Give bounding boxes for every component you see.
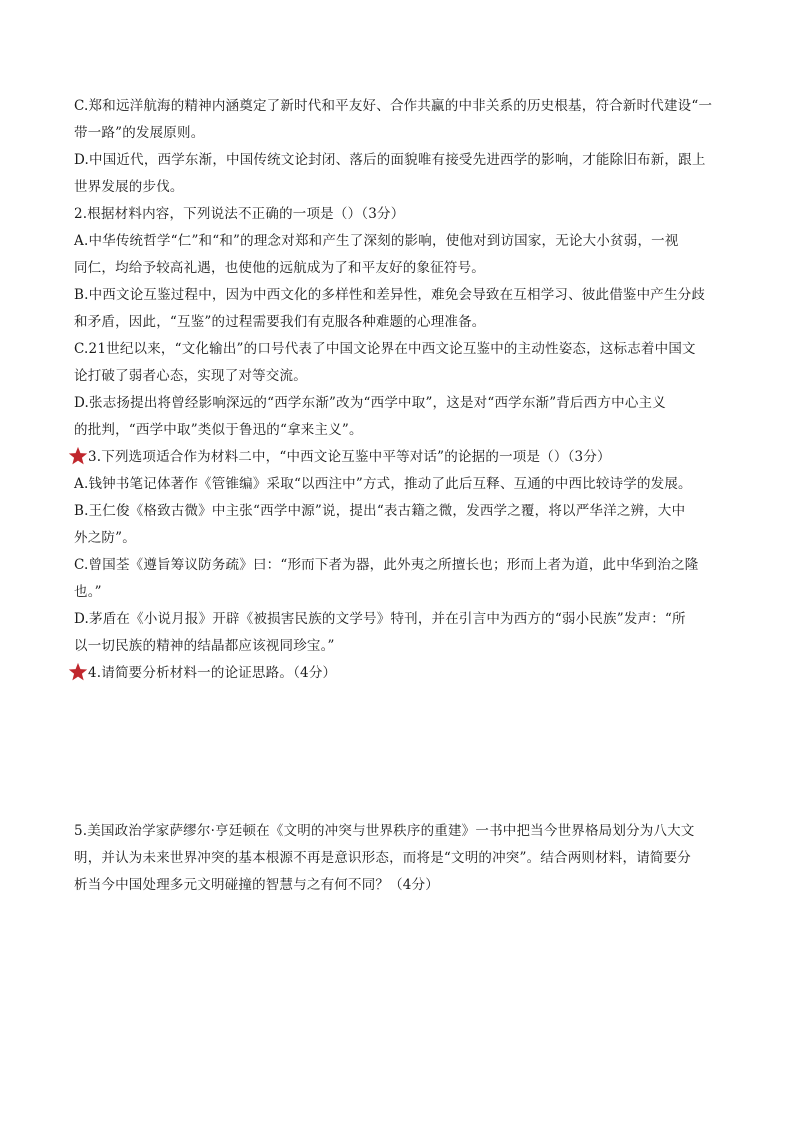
text-line: 5.美国政治学家萨缪尔·亨廷顿在《文明的冲突与世界秩序的重建》一书中把当今世界格局划分为八大文 — [74, 823, 695, 839]
exam-page — [74, 93, 724, 899]
question-stem: 3.下列选项适合作为材料二中，“中西文论互鉴中平等对话”的论据的一项是（）（3分） — [88, 449, 611, 465]
q1-option-d — [74, 147, 724, 201]
star-icon — [68, 446, 88, 466]
q1-option-c — [74, 93, 724, 147]
q2-option-a — [74, 228, 724, 282]
answer-space — [74, 687, 724, 818]
star-icon — [68, 662, 88, 682]
text-line: 同仁，均给予较高礼遇，也使他的远航成为了和平友好的象征符号。 — [74, 260, 485, 276]
text-line: B.王仁俊《格致古微》中主张“西学中源”说，提出“表古籍之微，发西学之覆，将以严华洋之辨，大中 — [74, 503, 686, 519]
question-4 — [74, 660, 724, 687]
question-2 — [74, 201, 724, 444]
text-line: 以一切民族的精神的结晶都应该视同珍宝。” — [74, 638, 335, 654]
text-line: D.茅盾在《小说月报》开辟《被损害民族的文学号》特刊，并在引言中为西方的“弱小民族”发声：“所 — [74, 611, 686, 627]
text-line: 析当今中国处理多元文明碰撞的智慧与之有何不同？（4分） — [74, 877, 439, 893]
q3-option-d — [74, 606, 724, 660]
text-line: C.曾国荃《遵旨筹议防务疏》曰：“形而下者为器，此外夷之所擅长也；形而上者为道，此中华到治之隆 — [74, 557, 699, 573]
text-line: D.中国近代，西学东渐，中国传统文论封闭、落后的面貌唯有接受先进西学的影响，才能除旧布新，跟上 — [74, 152, 706, 168]
question-stem: 4.请简要分析材料一的论证思路。（4分） — [88, 665, 337, 681]
text-line: C.郑和远洋航海的精神内涵奠定了新时代和平友好、合作共赢的中非关系的历史根基，符合新时代建设“一 — [74, 98, 713, 114]
q2-option-c — [74, 336, 724, 390]
text-line: A.中华传统哲学“仁”和“和”的理念对郑和产生了深刻的影响，使他对到访国家，无论大小贫弱，一视 — [74, 233, 679, 249]
text-line: 也。” — [74, 584, 102, 600]
q3-option-a — [74, 471, 724, 498]
text-line: 和矛盾，因此，“互鉴”的过程需要我们有克服各种难题的心理准备。 — [74, 314, 486, 330]
text-line: 带一路”的发展原则。 — [74, 125, 205, 141]
question-5 — [74, 818, 724, 899]
text-line: 论打破了弱者心态，实现了对等交流。 — [74, 368, 307, 384]
text-line: 的批判，“西学中取”类似于鲁迅的“拿来主义”。 — [74, 422, 363, 438]
q2-option-b — [74, 282, 724, 336]
text-line: B.中西文论互鉴过程中，因为中西文化的多样性和差异性，难免会导致在互相学习、彼此借鉴中产生分歧 — [74, 287, 706, 303]
text-line: D.张志扬提出将曾经影响深远的“西学东渐”改为“西学中取”，这是对“西学东渐”背后西方中心主义 — [74, 395, 666, 411]
q3-option-c — [74, 552, 724, 606]
q3-option-b — [74, 498, 724, 552]
text-line: 外之防”。 — [74, 530, 136, 546]
question-3 — [74, 444, 724, 660]
text-line: 世界发展的步伐。 — [74, 179, 184, 195]
text-line: 明，并认为未来世界冲突的基本根源不再是意识形态，而将是“文明的冲突”。结合两则材料，请简要分 — [74, 850, 692, 866]
text-line: C.21世纪以来，“文化输出”的口号代表了中国文论界在中西文论互鉴中的主动性姿态，这标志着中国文 — [74, 341, 696, 357]
text-line: A.钱钟书笔记体著作《管锥编》采取“以西注中”方式，推动了此后互释、互通的中西比较诗学的发展。 — [74, 476, 692, 492]
q2-option-d — [74, 390, 724, 444]
question-stem: 2.根据材料内容，下列说法不正确的一项是（）（3分） — [74, 206, 405, 222]
